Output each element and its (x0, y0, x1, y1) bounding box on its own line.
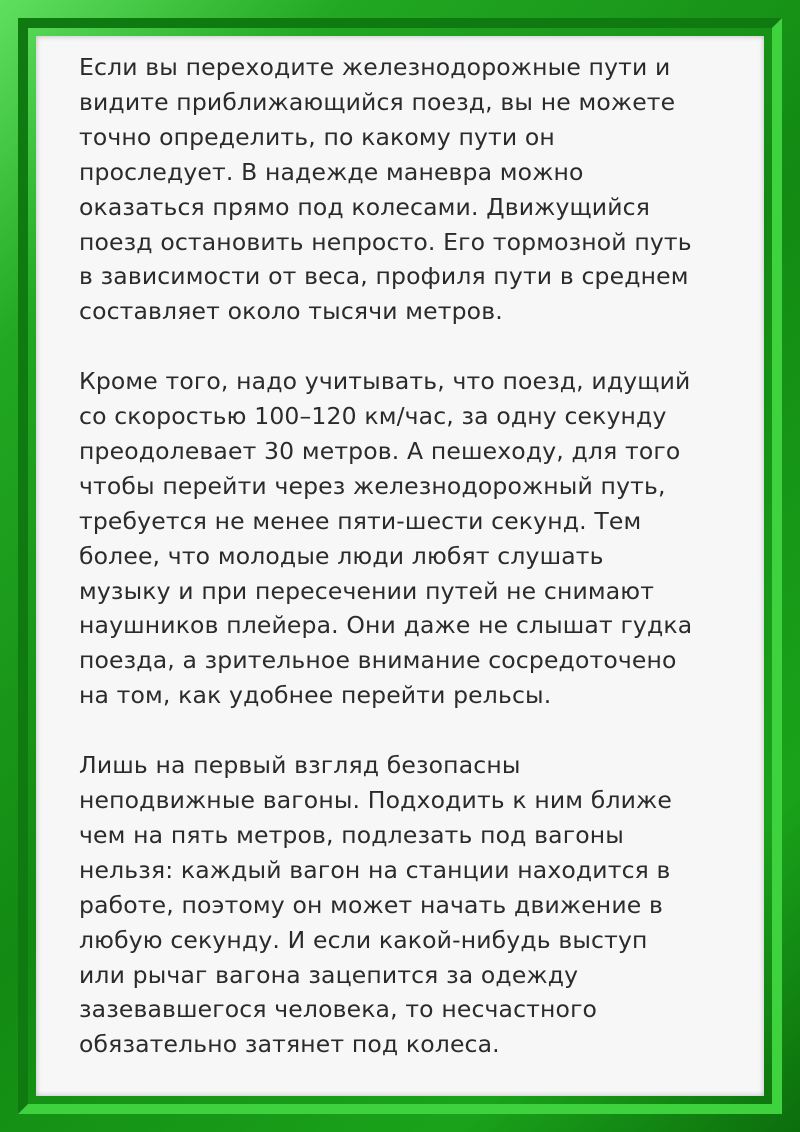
text-line: Кроме того, надо учитывать, что поезд, идущий (79, 367, 691, 396)
text-line: поезда, а зрительное внимание сосредоточено (79, 646, 677, 675)
text-line: обязательно затянет под колеса. (79, 1030, 500, 1059)
text-line: точно определить, по какому пути он (79, 122, 555, 151)
text-line: наушников плейера. Они даже не слышат гудка (79, 611, 693, 640)
text-line: преодолевает 30 метров. А пешеходу, для того (79, 436, 681, 465)
text-line: проследует. В надежде маневра можно (79, 157, 584, 186)
text-line: зазевавшегося человека, то несчастного (79, 995, 598, 1024)
paragraph-1 (79, 50, 739, 329)
text-line: со скоростью 100–120 км/час, за одну секунду (79, 402, 667, 431)
paragraph-3 (79, 748, 739, 1062)
text-line: музыку и при пересечении путей не снимают (79, 576, 655, 605)
text-line: в зависимости от веса, профиля пути в среднем (79, 262, 689, 291)
text-line: любую секунду. И если какой-нибудь выступ (79, 925, 648, 954)
text-line: чтобы перейти через железнодорожный путь, (79, 471, 666, 500)
text-line: поезд остановить непросто. Его тормозной путь (79, 227, 692, 256)
document-text (79, 50, 739, 1097)
text-line: на том, как удобнее перейти рельсы. (79, 681, 552, 710)
document-page (36, 36, 764, 1096)
text-line: Если вы переходите железнодорожные пути и (79, 53, 671, 81)
text-line: составляет около тысячи метров. (79, 297, 503, 326)
text-line: нельзя: каждый вагон на станции находится в (79, 855, 671, 884)
text-line: или рычаг вагона зацепится за одежду (79, 960, 579, 989)
text-line: неподвижные вагоны. Подходить к ним ближе (79, 786, 672, 814)
text-line: требуется не менее пяти-шести секунд. Тем (79, 506, 642, 535)
text-line: чем на пять метров, подлезать под вагоны (79, 820, 624, 849)
paragraph-2 (79, 364, 739, 713)
text-line: видите приближающийся поезд, вы не можете (79, 87, 676, 116)
text-line: работе, поэтому он может начать движение в (79, 890, 663, 919)
text-line: Лишь на первый взгляд безопасны (79, 751, 521, 780)
text-line: более, что молодые люди любят слушать (79, 541, 604, 570)
text-line: оказаться прямо под колесами. Движущийся (79, 192, 650, 221)
